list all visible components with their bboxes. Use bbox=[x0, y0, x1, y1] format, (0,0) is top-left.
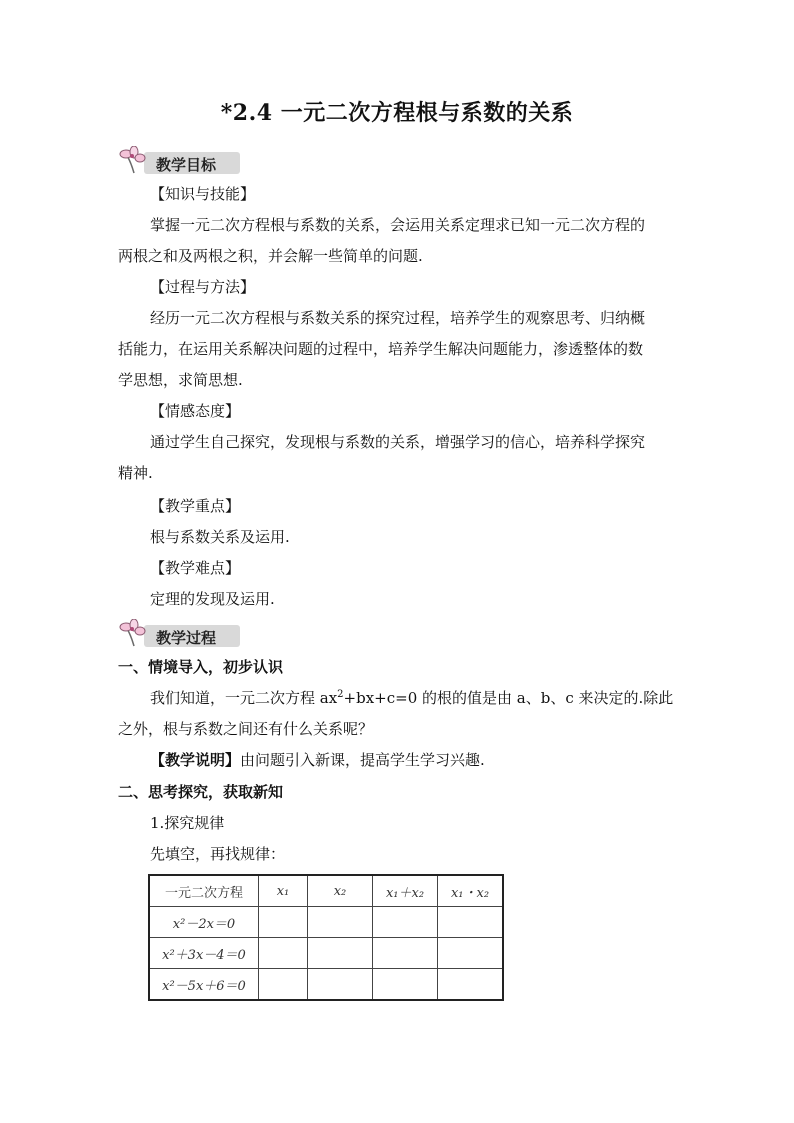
table-cell bbox=[373, 969, 438, 1001]
part2-text: 先填空，再找规律： bbox=[150, 845, 286, 863]
method-heading: 【过程与方法】 bbox=[150, 278, 256, 296]
table-cell bbox=[373, 907, 438, 938]
table-cell bbox=[259, 969, 308, 1001]
method-text-2: 括能力，在运用关系解决问题的过程中，培养学生解决问题能力，渗透整体的数 bbox=[118, 340, 644, 358]
part1-heading: 一、情境导入，初步认识 bbox=[118, 658, 284, 676]
section-goals-label: 教学目标 bbox=[156, 156, 217, 174]
knowledge-text-1: 掌握一元二次方程根与系数的关系，会运用关系定理求已知一元二次方程的 bbox=[150, 216, 646, 234]
part1-note-text: 由问题引入新课，提高学生学习兴趣. bbox=[240, 751, 485, 769]
table-cell bbox=[438, 969, 504, 1001]
difficulty-text: 定理的发现及运用. bbox=[150, 590, 275, 608]
emotion-text-1: 通过学生自己探究，发现根与系数的关系，增强学习的信心，培养科学探究 bbox=[150, 433, 646, 451]
part1-text-1a: 我们知道，一元二次方程 ax bbox=[150, 689, 338, 707]
part1-note bbox=[150, 750, 485, 770]
part1-text-1 bbox=[150, 688, 673, 708]
key-text: 根与系数关系及运用. bbox=[150, 528, 290, 546]
table-cell bbox=[373, 938, 438, 969]
table-cell bbox=[438, 907, 504, 938]
emotion-heading: 【情感态度】 bbox=[150, 402, 241, 420]
flower-decoration-icon bbox=[118, 619, 150, 649]
table-cell: x²－5x＋6＝0 bbox=[149, 969, 259, 1001]
table-cell: x²－2x＝0 bbox=[149, 907, 259, 938]
part2-subheading: 1.探究规律 bbox=[150, 814, 225, 832]
part1-text-2: 之外，根与系数之间还有什么关系呢？ bbox=[118, 720, 374, 738]
difficulty-heading: 【教学难点】 bbox=[150, 559, 241, 577]
table-cell bbox=[438, 938, 504, 969]
table-row bbox=[149, 969, 503, 1001]
method-text-3: 学思想，求简思想. bbox=[118, 371, 243, 389]
table-cell bbox=[308, 969, 373, 1001]
table-cell bbox=[259, 907, 308, 938]
table-cell bbox=[308, 938, 373, 969]
section-process-label: 教学过程 bbox=[156, 629, 217, 647]
flower-decoration-icon bbox=[118, 146, 150, 176]
table-row bbox=[149, 907, 503, 938]
method-text-1: 经历一元二次方程根与系数关系的探究过程，培养学生的观察思考、归纳概 bbox=[150, 309, 646, 327]
roots-table bbox=[148, 874, 504, 1001]
table-header-row bbox=[149, 875, 503, 907]
part2-heading: 二、思考探究，获取新知 bbox=[118, 783, 284, 801]
knowledge-text-2: 两根之和及两根之积，并会解一些简单的问题. bbox=[118, 247, 423, 265]
table-cell bbox=[259, 938, 308, 969]
page-title: *2.4 一元二次方程根与系数的关系 bbox=[220, 100, 574, 126]
table-header: x₁＋x₂ bbox=[373, 875, 438, 907]
key-heading: 【教学重点】 bbox=[150, 497, 241, 515]
section-badge-process bbox=[118, 619, 242, 649]
table-cell bbox=[308, 907, 373, 938]
part1-note-label: 【教学说明】 bbox=[150, 751, 241, 769]
emotion-text-2: 精神. bbox=[118, 464, 153, 482]
table-header: x₁ bbox=[259, 875, 308, 907]
table-row bbox=[149, 938, 503, 969]
table-header: x₂ bbox=[308, 875, 373, 907]
table-header: 一元二次方程 bbox=[149, 875, 259, 907]
table-cell: x²＋3x－4＝0 bbox=[149, 938, 259, 969]
part1-text-1b: +bx+c=0 的根的值是由 a、b、c 来决定的.除此 bbox=[343, 689, 674, 707]
table-header: x₁・x₂ bbox=[438, 875, 504, 907]
knowledge-heading: 【知识与技能】 bbox=[150, 185, 256, 203]
section-badge-goals bbox=[118, 146, 242, 176]
part1-superscript: 2 bbox=[337, 689, 344, 700]
